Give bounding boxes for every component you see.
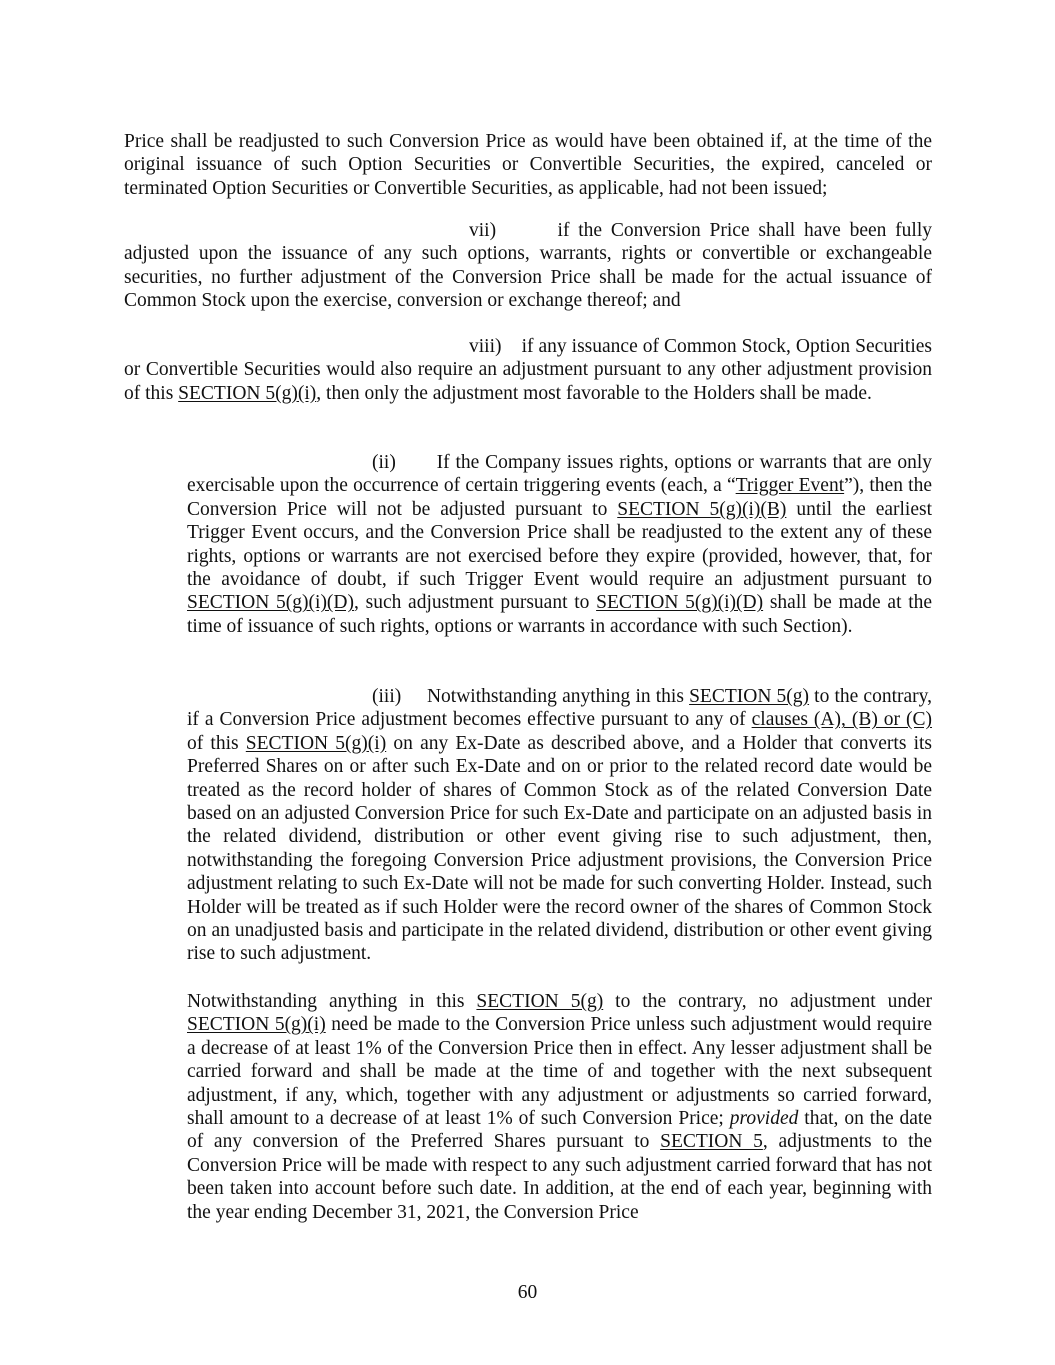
paragraph-text: Price shall be readjusted to such Conversion Price as would have been obtained if, at the time of the original issuance of such Option Securities or Convertible Securities, the expired, canceled or terminated Option Securities or Convertible Securities, as applicable, had not been issued; xyxy=(124,131,932,199)
paragraph-notwithstanding xyxy=(187,990,932,1224)
section-reference: SECTION 5(g)(i)(D) xyxy=(187,592,355,614)
paragraph-text: if any issuance of Common Stock, Option Securities or Convertible Securities would also require an adjustment pursuant to any other adjustment provision of this xyxy=(124,336,932,404)
paragraph-text: to the contrary, no adjustment under xyxy=(615,991,932,1012)
section-reference: SECTION 5(g)(i)(D) xyxy=(596,592,764,614)
paragraph-text: need be made to the Conversion Price unless such adjustment would require a decrease of at least 1% of the Conversion Price then in effect. Any lesser adjustment shall be carried forward and shall be made at the time of and together with the next subsequent adjustment, if any, which, together with any adjustment or adjustments so carried forward, shall amount to a decrease of at least 1% of such Conversion Price; xyxy=(187,1014,932,1130)
paragraph-clause-ii xyxy=(187,451,932,638)
paragraph-continuation xyxy=(124,130,932,200)
paragraph-text: ”), then the Conversion Price will not be adjusted pursuant to xyxy=(187,475,933,520)
section-reference: SECTION 5(g)(i) xyxy=(187,1014,326,1036)
emphasis-provided: provided xyxy=(729,1108,799,1130)
paragraph-text: if the Conversion Price shall have been fully adjusted upon the issuance of any such options, warrants, rights or convertible or exchangeable securities, no further adjustment of the Conversion Price shall be made for the actual issuance of Common Stock upon the exercise, conversion or exchange thereof; and xyxy=(124,220,932,312)
paragraph-text: of this xyxy=(187,732,239,754)
section-reference: SECTION 5(g)(i) xyxy=(245,732,387,754)
paragraph-clause-viii xyxy=(124,335,932,405)
clause-marker: (ii) xyxy=(372,452,396,473)
defined-term: Trigger Event xyxy=(735,475,845,497)
paragraph-text: , such adjustment pursuant to xyxy=(354,592,590,614)
paragraph-text: on any Ex-Date as described above, and a Holder that converts its Preferred Shares on or after such Ex-Date and on or prior to the related record date would be treated as the record holder of shares of Common Stock as of the related Conversion Date based on an adjusted Conversion Price for such Ex-Date and participate on an adjusted basis in the related dividend, distribution or other event giving rise to such adjustment, then, notwithstanding the foregoing Conversion Price adjustment provisions, the Conversion Price adjustment relating to such Ex-Date will not be made for such converting Holder. Instead, such Holder will be treated as if such Holder were the record owner of the shares of Common Stock on an unadjusted basis and participate in the related dividend, distribution or other event giving rise to such adjustment. xyxy=(187,732,933,965)
paragraph-text: that, on the date of any conversion of the Preferred Shares pursuant to xyxy=(187,1108,933,1153)
paragraph-clause-vii xyxy=(124,219,932,313)
section-reference: clauses (A), (B) or (C) xyxy=(751,709,933,731)
paragraph-text: to the contrary, if a Conversion Price adjustment becomes effective pursuant to any of xyxy=(187,686,933,731)
page-number: 60 xyxy=(517,1282,538,1303)
paragraph-text: shall be made at the time of issuance of such rights, options or warrants in accordance with such Section). xyxy=(187,592,933,637)
paragraph-text: If the Company issues rights, options or warrants that are only exercisable upon the occurrence of certain triggering events (each, a “ xyxy=(187,452,933,497)
section-reference: SECTION 5(g) xyxy=(689,686,810,707)
section-reference: SECTION 5(g)(i) xyxy=(178,382,317,404)
paragraph-clause-iii xyxy=(187,685,932,966)
section-reference: SECTION 5(g) xyxy=(476,991,604,1012)
paragraph-text: Notwithstanding anything in this xyxy=(426,686,684,707)
paragraph-text: , then only the adjustment most favorable to the Holders shall be made. xyxy=(316,382,872,404)
clause-marker: vii) xyxy=(469,220,497,241)
section-reference: SECTION 5 xyxy=(660,1131,763,1153)
clause-marker: (iii) xyxy=(372,686,402,707)
section-reference: SECTION 5(g)(i)(B) xyxy=(617,498,787,520)
paragraph-text: until the earliest Trigger Event occurs, and the Conversion Price shall be readjusted to the extent any of these rights, options or warrants are not exercised before they expire (provided, however, that, for the avoidance of doubt, if such Trigger Event would require an adjustment pursuant to xyxy=(187,498,933,591)
clause-marker: viii) xyxy=(469,336,502,357)
paragraph-text: Notwithstanding anything in this xyxy=(187,991,465,1012)
paragraph-text: , adjustments to the Conversion Price will be made with respect to any such adjustment carried forward that has not been taken into account before such date. In addition, at the end of each year, beginning with the year ending December 31, 2021, the Conversion Price xyxy=(187,1131,933,1223)
